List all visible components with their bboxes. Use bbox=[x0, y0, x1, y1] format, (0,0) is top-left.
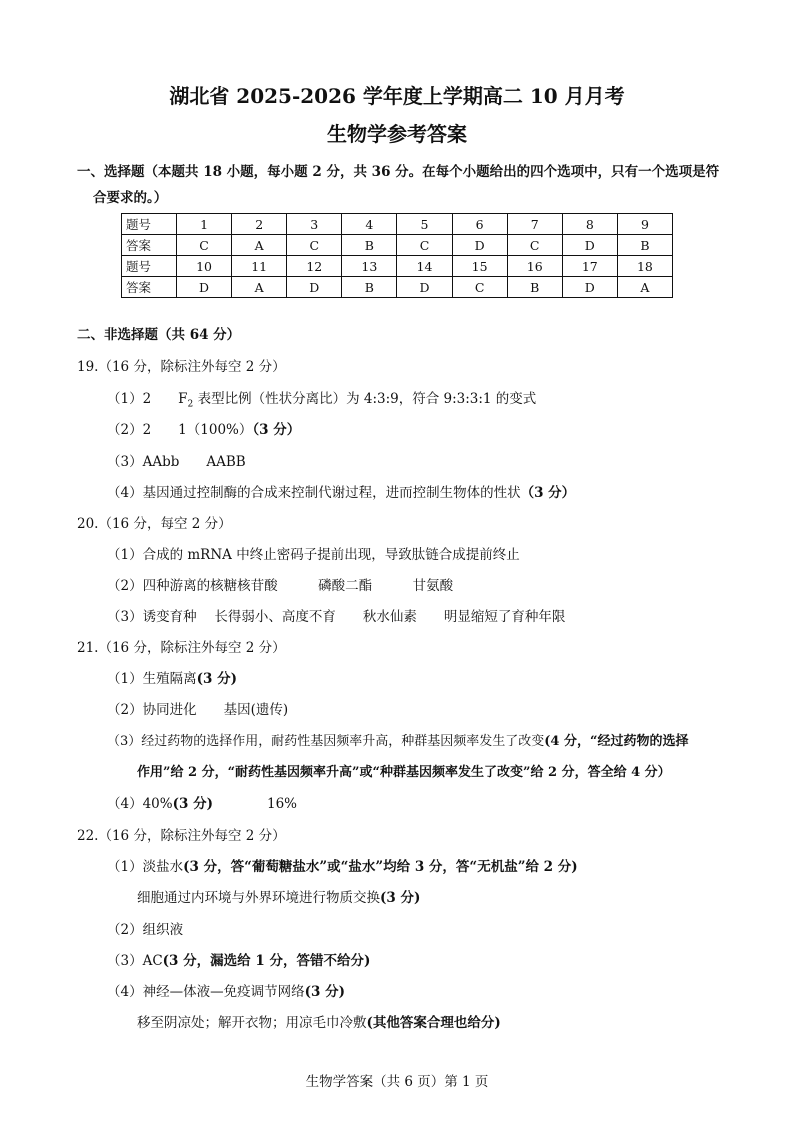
table-cell: B bbox=[617, 235, 672, 256]
table-cell: C bbox=[452, 277, 507, 298]
table-cell: 18 bbox=[617, 256, 672, 277]
table-cell: 7 bbox=[507, 214, 562, 235]
row-label: 答案 bbox=[122, 277, 177, 298]
q19-answer-2: （2）2 1（100%）（3 分） bbox=[107, 422, 301, 438]
table-cell: C bbox=[397, 235, 452, 256]
q20-heading: 20.（16 分，每空 2 分） bbox=[77, 516, 232, 532]
table-cell: 8 bbox=[562, 214, 617, 235]
row-label: 题号 bbox=[122, 214, 177, 235]
table-row bbox=[122, 235, 673, 256]
section2-title: 二、非选择题（共 64 分） bbox=[77, 327, 241, 343]
table-cell: D bbox=[177, 277, 232, 298]
answer-table bbox=[121, 213, 673, 298]
q21-answer-3-cont: 作用”给 2 分，“耐药性基因频率升高”或“种群基因频率发生了改变”给 2 分，答全给 4 分） bbox=[137, 765, 671, 780]
q19-answer-4: （4）基因通过控制酶的合成来控制代谢过程，进而控制生物体的性状（3 分） bbox=[107, 485, 576, 501]
table-cell: B bbox=[342, 277, 397, 298]
table-cell: 1 bbox=[177, 214, 232, 235]
table-cell: 6 bbox=[452, 214, 507, 235]
row-label: 答案 bbox=[122, 235, 177, 256]
section1-instructions-cont: 合要求的。） bbox=[93, 190, 168, 206]
table-cell: D bbox=[287, 277, 342, 298]
table-cell: B bbox=[507, 277, 562, 298]
q21-answer-4: （4）40%(3 分) 16% bbox=[107, 796, 297, 812]
q22-answer-1: （1）淡盐水(3 分，答“葡萄糖盐水”或“盐水”均给 3 分，答“无机盐”给 2 分) bbox=[107, 859, 578, 875]
q21-answer-2: （2）协同进化 基因(遗传) bbox=[107, 702, 289, 718]
q22-answer-1b: 细胞通过内环境与外界环境进行物质交换(3 分) bbox=[137, 890, 421, 906]
q21-answer-3: （3）经过药物的选择作用，耐药性基因频率升高，种群基因频率发生了改变(4 分，“经过药物的选择 bbox=[107, 734, 689, 749]
table-row bbox=[122, 277, 673, 298]
table-cell: 2 bbox=[232, 214, 287, 235]
table-cell: B bbox=[342, 235, 397, 256]
q19-heading: 19.（16 分，除标注外每空 2 分） bbox=[77, 359, 286, 375]
table-cell: C bbox=[287, 235, 342, 256]
q19-answer-1: （1）2 $F_2$ 表型比例（性状分离比）为 4:3:9，符合 9:3:3:1 的变式 bbox=[107, 391, 537, 410]
table-cell: 11 bbox=[232, 256, 287, 277]
table-cell: 16 bbox=[507, 256, 562, 277]
table-cell: 15 bbox=[452, 256, 507, 277]
table-cell: A bbox=[232, 277, 287, 298]
q19-answer-3: （3）AAbb AABB bbox=[107, 454, 246, 470]
table-cell: D bbox=[397, 277, 452, 298]
table-cell: 10 bbox=[177, 256, 232, 277]
q22-heading: 22.（16 分，除标注外每空 2 分） bbox=[77, 828, 286, 844]
q21-answer-1: （1）生殖隔离(3 分) bbox=[107, 671, 237, 687]
table-cell: A bbox=[232, 235, 287, 256]
q20-answer-2: （2）四种游离的核糖核苷酸 磷酸二酯 甘氨酸 bbox=[107, 578, 454, 594]
table-cell: D bbox=[562, 277, 617, 298]
table-cell: C bbox=[507, 235, 562, 256]
table-cell: D bbox=[562, 235, 617, 256]
table-row bbox=[122, 256, 673, 277]
section1-instructions: 一、选择题（本题共 18 小题，每小题 2 分，共 36 分。在每个小题给出的四个选项中，只有一个选项是符 bbox=[77, 164, 720, 180]
table-cell: 4 bbox=[342, 214, 397, 235]
q20-answer-1: （1）合成的 mRNA 中终止密码子提前出现，导致肽链合成提前终止 bbox=[107, 547, 520, 563]
table-cell: 9 bbox=[617, 214, 672, 235]
table-cell: 5 bbox=[397, 214, 452, 235]
table-cell: 14 bbox=[397, 256, 452, 277]
q22-answer-2: （2）组织液 bbox=[107, 922, 184, 938]
q21-heading: 21.（16 分，除标注外每空 2 分） bbox=[77, 640, 286, 656]
page-title: 湖北省 2025-2026 学年度上学期高二 10 月月考 bbox=[169, 84, 625, 108]
q22-answer-4: （4）神经—体液—免疫调节网络(3 分) bbox=[107, 984, 345, 1000]
table-cell: 3 bbox=[287, 214, 342, 235]
table-row bbox=[122, 214, 673, 235]
table-cell: 13 bbox=[342, 256, 397, 277]
table-cell: D bbox=[452, 235, 507, 256]
q22-answer-4b: 移至阴凉处；解开衣物；用凉毛巾冷敷(其他答案合理也给分) bbox=[137, 1015, 501, 1031]
q22-answer-3: （3）AC(3 分，漏选给 1 分，答错不给分) bbox=[107, 953, 371, 969]
table-cell: A bbox=[617, 277, 672, 298]
table-cell: C bbox=[177, 235, 232, 256]
table-cell: 17 bbox=[562, 256, 617, 277]
page-footer: 生物学答案（共 6 页）第 1 页 bbox=[305, 1074, 489, 1090]
table-cell: 12 bbox=[287, 256, 342, 277]
q20-answer-3: （3）诱变育种 长得弱小、高度不育 秋水仙素 明显缩短了育种年限 bbox=[107, 609, 566, 625]
page-subtitle: 生物学参考答案 bbox=[327, 122, 467, 146]
row-label: 题号 bbox=[122, 256, 177, 277]
